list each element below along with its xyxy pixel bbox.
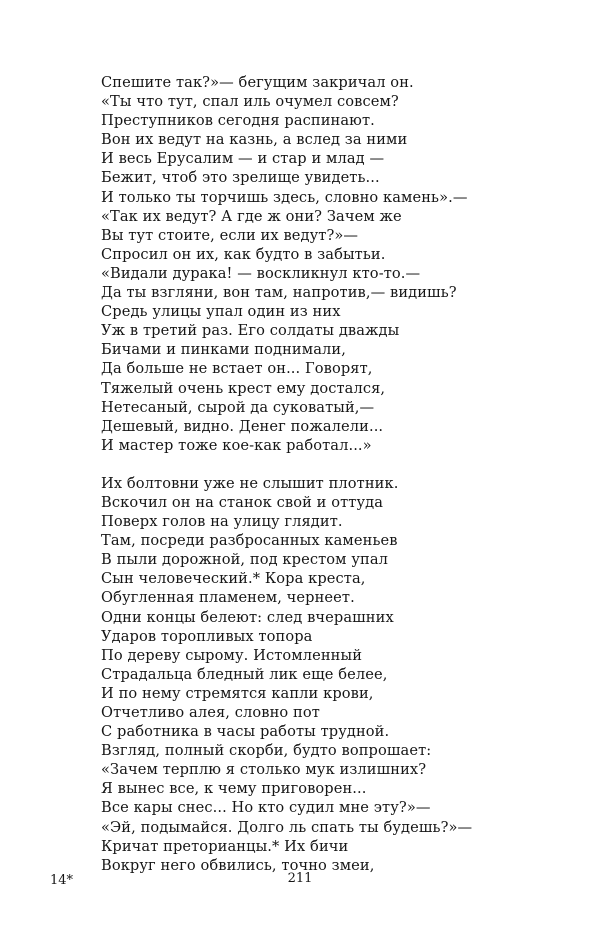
verse-line: Обугленная пламенем, чернеет.: [101, 589, 355, 607]
verse-line: Вон их ведут на казнь, а вслед за ними: [101, 131, 408, 149]
verse-line: Сын человеческий.* Кора креста,: [101, 570, 366, 588]
verse-line: Вскочил он на станок свой и оттуда: [101, 493, 384, 511]
verse-line: Тяжелый очень крест ему достался,: [101, 379, 386, 397]
verse-line: Кричат преторианцы.* Их бичи: [101, 837, 349, 855]
verse-line: «Видали дурака! — воскликнул кто-то.—: [101, 264, 421, 282]
verse-line: Отчетливо алея, словно пот: [101, 704, 320, 721]
verse-line: И по нему стремятся капли крови,: [101, 684, 374, 702]
verse-line: «Так их ведут? А где ж они? Зачем же: [101, 207, 402, 225]
verse-line: Я вынес все, к чему приговорен...: [101, 780, 367, 798]
stanza: [101, 73, 541, 455]
verse-line: Там, посреди разбросанных каменьев: [101, 532, 398, 550]
poem-text: [101, 73, 541, 875]
verse-line: Взгляд, полный скорби, будто вопрошает:: [101, 742, 432, 760]
verse-line: Страдальца бледный лик еще белее,: [101, 665, 388, 683]
verse-line: Вы тут стоите, если их ведут?»—: [101, 226, 359, 244]
verse-line: Их болтовни уже не слышит плотник.: [101, 474, 399, 492]
verse-line: Одни концы белеют: след вчерашних: [101, 608, 394, 626]
page-number: 211: [287, 871, 313, 886]
verse-line: С работника в часы работы трудной.: [101, 723, 390, 741]
verse-line: «Ты что тут, спал иль очумел совсем?: [101, 93, 399, 111]
verse-line: Вокруг него обвились, точно змеи,: [101, 856, 375, 874]
verse-line: Поверх голов на улицу глядит.: [101, 513, 343, 531]
verse-line: Да ты взгляни, вон там, напротив,— видишь?: [101, 284, 457, 302]
verse-line: Преступников сегодня распинают.: [101, 112, 375, 130]
verse-line: Ударов торопливых топора: [101, 627, 313, 645]
verse-line: Средь улицы упал один из них: [101, 303, 341, 321]
verse-line: «Эй, подымайся. Долго ль спать ты будешь?»—: [101, 818, 473, 836]
verse-line: Нетесаный, сырой да суковатый,—: [101, 398, 375, 416]
verse-line: По дереву сырому. Истомленный: [101, 646, 363, 664]
verse-line: Дешевый, видно. Денег пожалели...: [101, 417, 384, 435]
verse-line: Спросил он их, как будто в забытьи.: [101, 245, 386, 263]
verse-line: Бежит, чтоб это зрелище увидеть...: [101, 169, 380, 187]
verse-line: И мастер тоже кое-как работал...»: [101, 436, 372, 454]
verse-line: В пыли дорожной, под крестом упал: [101, 551, 389, 569]
verse-line: «Зачем терплю я столько мук излишних?: [101, 761, 427, 779]
verse-line: Все кары снес... Но кто судил мне эту?»—: [101, 799, 431, 817]
verse-line: Бичами и пинками поднимали,: [101, 341, 346, 359]
printer-signature-mark: 14*: [50, 873, 74, 888]
verse-line: Уж в третий раз. Его солдаты дважды: [101, 322, 400, 340]
verse-line: И только ты торчишь здесь, словно камень».—: [101, 188, 468, 206]
verse-line: Спешите так?»— бегущим закричал он.: [101, 74, 414, 91]
verse-line: Да больше не встает он... Говорят,: [101, 360, 373, 378]
verse-line: И весь Ерусалим — и стар и млад —: [101, 150, 385, 168]
stanza: [101, 474, 541, 875]
